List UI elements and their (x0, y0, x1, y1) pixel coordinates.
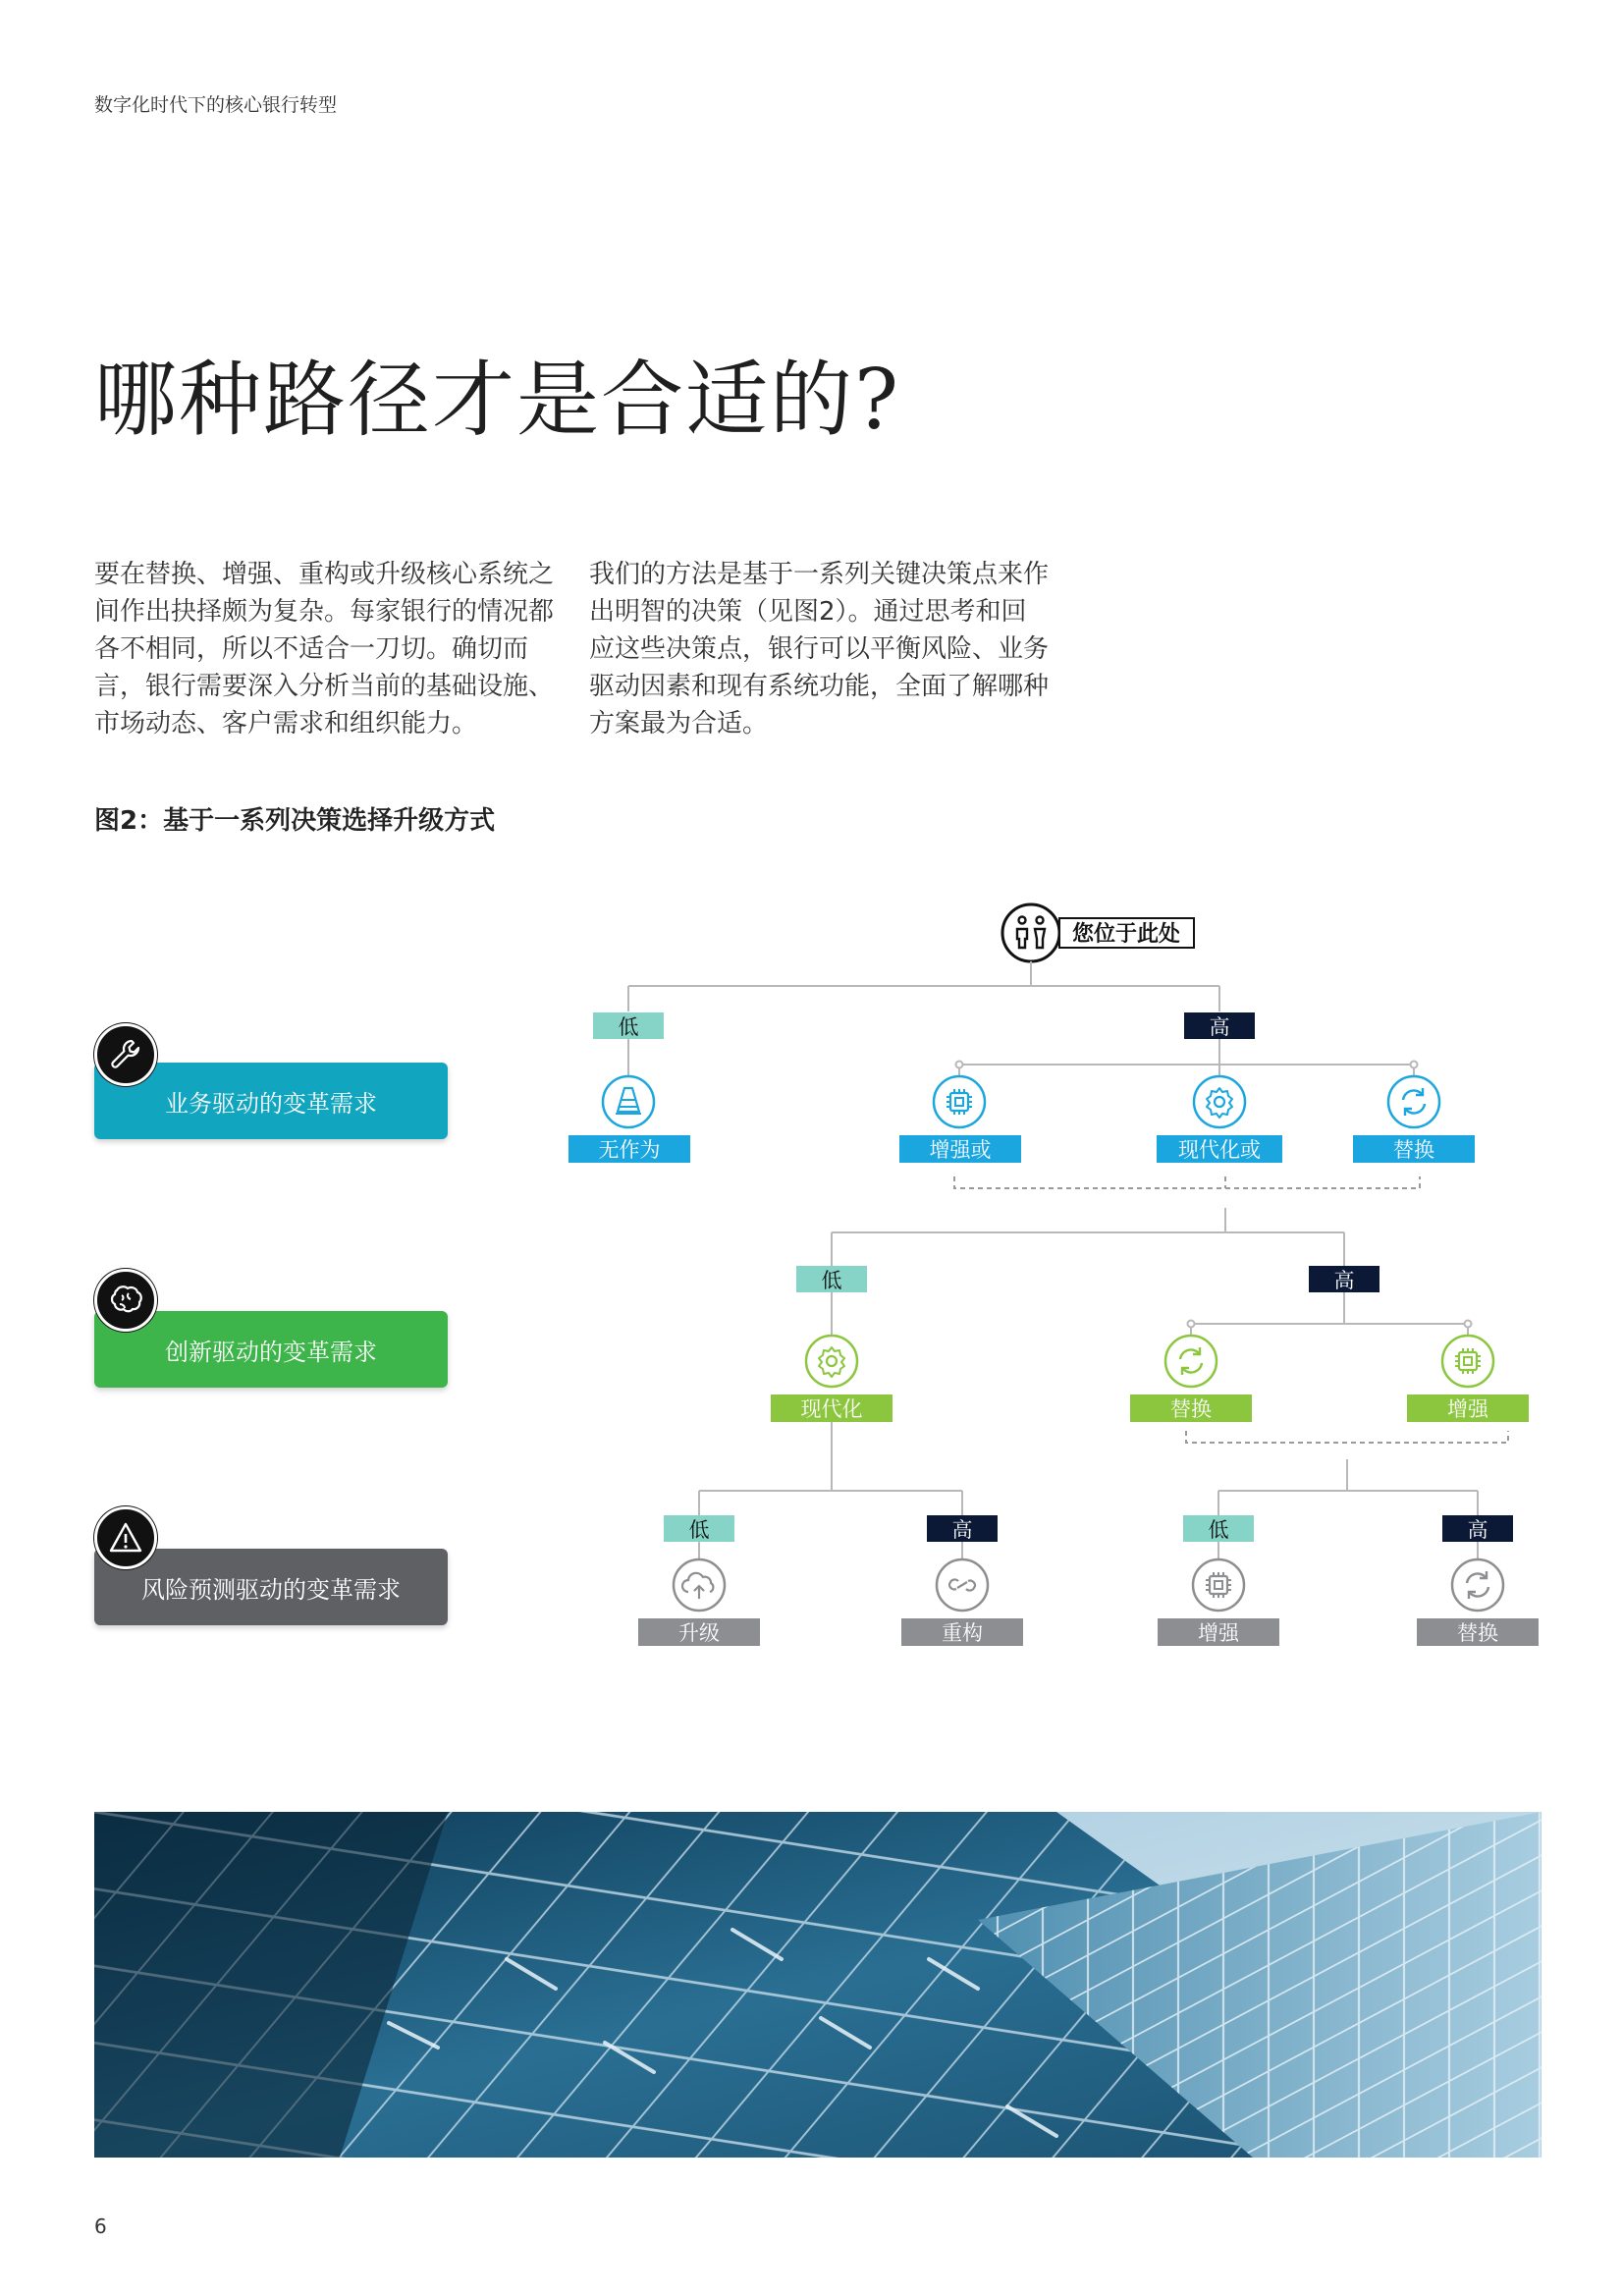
row1-low-label: 低 (618, 1015, 639, 1039)
svg-text:替换: 替换 (1457, 1621, 1498, 1645)
figure-caption: 图2：基于一系列决策选择升级方式 (94, 806, 496, 836)
row2-low-label: 低 (821, 1269, 842, 1292)
row3-option-rebuild (901, 1559, 1023, 1646)
svg-text:无作为: 无作为 (598, 1138, 661, 1162)
row3b-high-label: 高 (1467, 1518, 1488, 1542)
svg-text:现代化或: 现代化或 (1178, 1138, 1261, 1162)
svg-text:增强: 增强 (1447, 1397, 1488, 1421)
row3b-low-label: 低 (1208, 1518, 1229, 1542)
start-label: 您位于此处 (1071, 922, 1181, 947)
intro-paragraph-right: 我们的方法是基于一系列关键决策点来作出明智的决策（见图2）。通过思考和回应这些决策点，银行可以平衡风险、业务驱动因素和现有系统功能，全面了解哪种方案最为合适。 (589, 560, 1050, 738)
row2-option-replace (1130, 1336, 1252, 1422)
risk-driver-label: 风险预测驱动的变革需求 (141, 1575, 401, 1604)
page-title: 哪种路径才是合适的? (94, 352, 901, 448)
page-number: 6 (94, 2214, 107, 2238)
row3a-high-label: 高 (951, 1518, 973, 1542)
row2-high-label: 高 (1333, 1269, 1355, 1292)
svg-text:增强或: 增强或 (929, 1138, 992, 1162)
svg-text:替换: 替换 (1393, 1138, 1434, 1162)
row2-option-enhance (1407, 1336, 1529, 1422)
row1-option-modernize (1157, 1076, 1282, 1163)
building-photo (94, 1812, 1542, 2158)
row3-option-enhance (1158, 1559, 1279, 1646)
svg-text:现代化: 现代化 (800, 1397, 863, 1421)
svg-text:增强: 增强 (1198, 1621, 1239, 1645)
row1-option-enhance (899, 1076, 1021, 1163)
svg-text:升级: 升级 (678, 1621, 720, 1645)
intro-paragraph-left: 要在替换、增强、重构或升级核心系统之间作出抉择颇为复杂。每家银行的情况都各不相同，所以不适合一刀切。确切而言，银行需要深入分析当前的基础设施、市场动态、客户需求和组织能力。 (94, 560, 555, 738)
svg-text:重构: 重构 (942, 1621, 983, 1645)
svg-text:替换: 替换 (1170, 1397, 1212, 1421)
row3-option-replace (1417, 1559, 1539, 1646)
innovation-driver-label: 创新驱动的变革需求 (165, 1338, 377, 1366)
row1-option-none (568, 1076, 690, 1163)
running-header: 数字化时代下的核心银行转型 (94, 94, 338, 116)
row1-option-replace (1353, 1076, 1475, 1163)
row3-option-upgrade (638, 1559, 760, 1646)
row2-option-modernize (771, 1336, 893, 1422)
row3a-low-label: 低 (688, 1518, 710, 1542)
business-driver-label: 业务驱动的变革需求 (165, 1089, 377, 1118)
start-node (1002, 904, 1194, 961)
row1-high-label: 高 (1209, 1015, 1230, 1039)
